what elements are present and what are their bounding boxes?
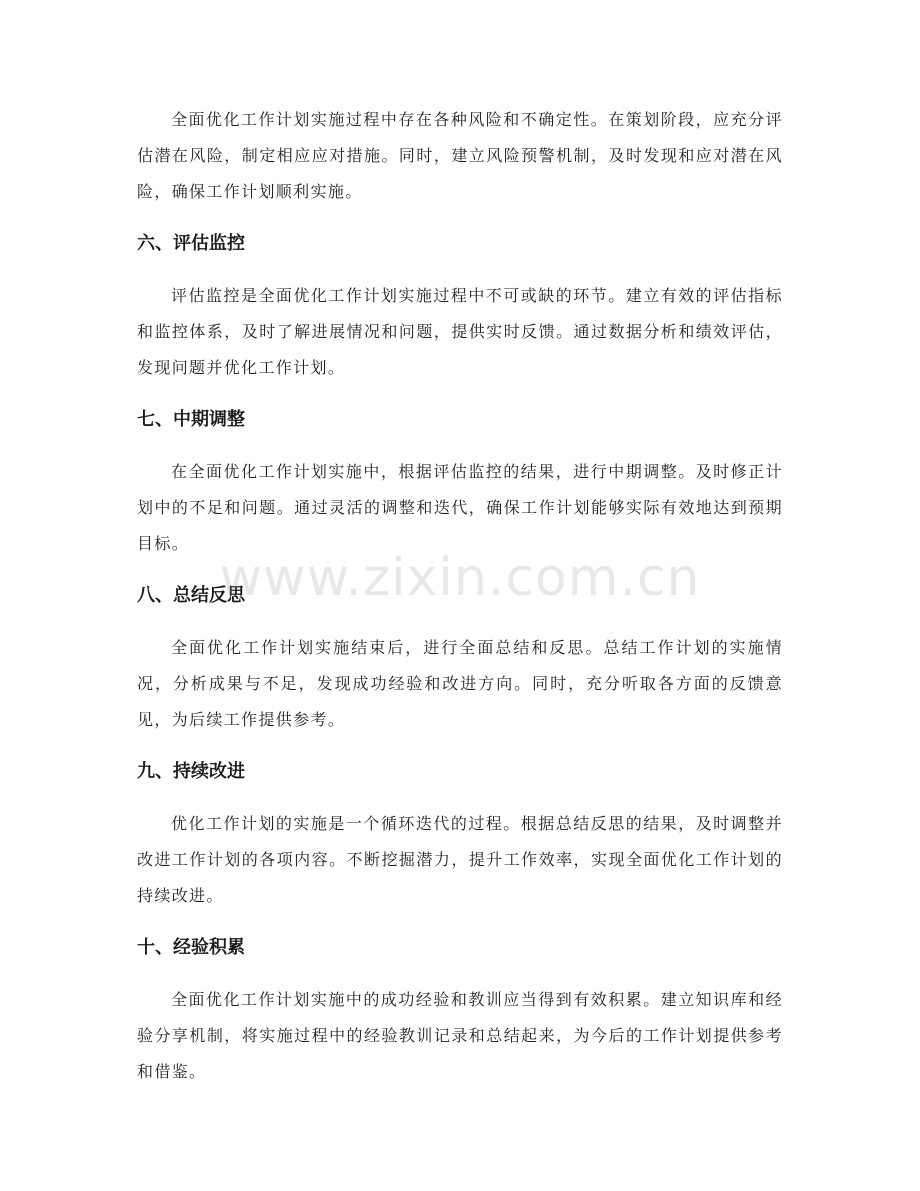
paragraph-midterm-adjustment: 在全面优化工作计划实施中，根据评估监控的结果，进行中期调整。及时修正计划中的不足和问题。通过灵活的调整和迭代，确保工作计划能够实际有效地达到预期目标。 bbox=[137, 462, 783, 553]
paragraph-evaluation-monitoring: 评估监控是全面优化工作计划实施过程中不可或缺的环节。建立有效的评估指标和监控体系，及时了解进展情况和问题，提供实时反馈。通过数据分析和绩效评估，发现问题并优化工作计划。 bbox=[137, 286, 783, 377]
heading-experience-accumulation: 十、经验积累 bbox=[137, 937, 245, 958]
paragraph-experience-accumulation: 全面优化工作计划实施中的成功经验和教训应当得到有效积累。建立知识库和经验分享机制，将实施过程中的经验教训记录和总结起来，为今后的工作计划提供参考和借鉴。 bbox=[137, 990, 783, 1081]
watermark-text: www.zixin.com.cn bbox=[219, 548, 701, 608]
paragraph-summary-reflection: 全面优化工作计划实施结束后，进行全面总结和反思。总结工作计划的实施情况，分析成果与不足，发现成功经验和改进方向。同时，充分听取各方面的反馈意见，为后续工作提供参考。 bbox=[137, 638, 783, 729]
paragraph-continuous-improvement: 优化工作计划的实施是一个循环迭代的过程。根据总结反思的结果，及时调整并改进工作计划的各项内容。不断挖掘潜力，提升工作效率，实现全面优化工作计划的持续改进。 bbox=[137, 814, 783, 905]
heading-midterm-adjustment: 七、中期调整 bbox=[137, 409, 245, 430]
document-body bbox=[137, 102, 783, 1090]
heading-summary-reflection: 八、总结反思 bbox=[137, 585, 245, 606]
paragraph-risk: 全面优化工作计划实施过程中存在各种风险和不确定性。在策划阶段，应充分评估潜在风险，制定相应应对措施。同时，建立风险预警机制，及时发现和应对潜在风险，确保工作计划顺利实施。 bbox=[137, 110, 783, 201]
heading-evaluation-monitoring: 六、评估监控 bbox=[137, 233, 245, 254]
heading-continuous-improvement: 九、持续改进 bbox=[137, 761, 245, 782]
